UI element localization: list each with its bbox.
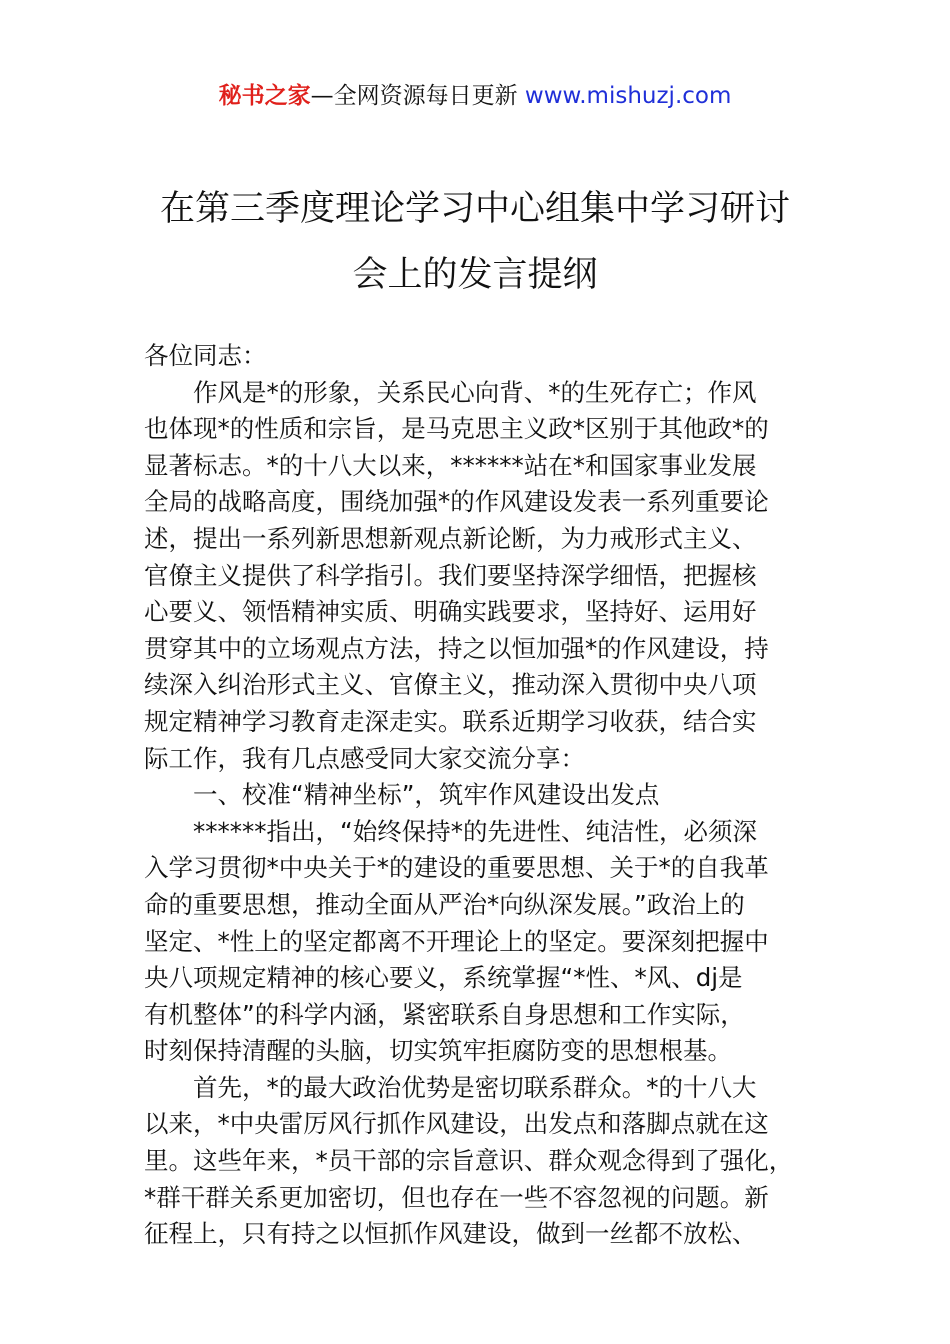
body-line: 述，提出一系列新思想新观点新论断，为力戒形式主义、	[144, 523, 757, 553]
body-line: 以来，*中央雷厉风行抓作风建设，出发点和落脚点就在这	[144, 1109, 769, 1139]
body-line: 央八项规定精神的核心要义，系统掌握“*性、*风、dj是	[144, 963, 743, 993]
body-line: ******指出，“始终保持*的先进性、纯洁性，必须深	[144, 816, 757, 846]
body-line: 首先，*的最大政治优势是密切联系群众。*的十八大	[144, 1072, 757, 1102]
document-title	[120, 176, 830, 308]
body-line: 贯穿其中的立场观点方法，持之以恒加强*的作风建设，持	[144, 633, 769, 663]
body-line: 全局的战略高度，围绕加强*的作风建设发表一系列重要论	[144, 487, 769, 517]
body-line: 规定精神学习教育走深走实。联系近期学习收获，结合实	[144, 706, 757, 736]
body-line: 征程上，只有持之以恒抓作风建设，做到一丝都不放松、	[144, 1219, 757, 1249]
body-line: 坚定、*性上的坚定都离不开理论上的坚定。要深刻把握中	[144, 926, 769, 956]
title-line-1: 在第三季度理论学习中心组集中学习研讨	[159, 189, 790, 229]
body-line: 各位同志：	[144, 341, 267, 370]
body-line: 也体现*的性质和宗旨，是马克思主义政*区别于其他政*的	[144, 414, 769, 444]
body-line: 心要义、领悟精神实质、明确实践要求，坚持好、运用好	[144, 597, 757, 627]
site-url-link[interactable]: www.mishuzj.com	[524, 83, 732, 109]
body-line: 入学习贯彻*中央关于*的建设的重要思想、关于*的自我革	[144, 853, 769, 883]
site-tagline: —全网资源每日更新	[310, 83, 525, 109]
site-brand: 秘书之家	[218, 83, 311, 109]
body-line: 际工作，我有几点感受同大家交流分享：	[144, 743, 585, 773]
body-line: 作风是*的形象，关系民心向背、*的生死存亡；作风	[144, 377, 757, 407]
body-line: 续深入纠治形式主义、官僚主义，推动深入贯彻中央八项	[144, 670, 757, 700]
body-line: 官僚主义提供了科学指引。我们要坚持深学细悟，把握核	[144, 560, 757, 590]
body-line: 时刻保持清醒的头脑，切实筑牢拒腐防变的思想根基。	[144, 1036, 732, 1066]
document-body	[144, 338, 814, 1253]
body-line: 显著标志。*的十八大以来，******站在*和国家事业发展	[144, 450, 757, 480]
body-line: 命的重要思想，推动全面从严治*向纵深发展。”政治上的	[144, 889, 745, 919]
body-line: 里。这些年来，*员干部的宗旨意识、群众观念得到了强化，	[144, 1146, 794, 1176]
body-line: *群干群关系更加密切，但也存在一些不容忽视的问题。新	[144, 1182, 769, 1212]
body-line: 有机整体”的科学内涵，紧密联系自身思想和工作实际，	[144, 999, 745, 1029]
title-line-2: 会上的发言提纲	[352, 255, 598, 295]
site-header	[0, 80, 950, 112]
section-heading: 一、校准“精神坐标”，筑牢作风建设出发点	[144, 780, 660, 810]
